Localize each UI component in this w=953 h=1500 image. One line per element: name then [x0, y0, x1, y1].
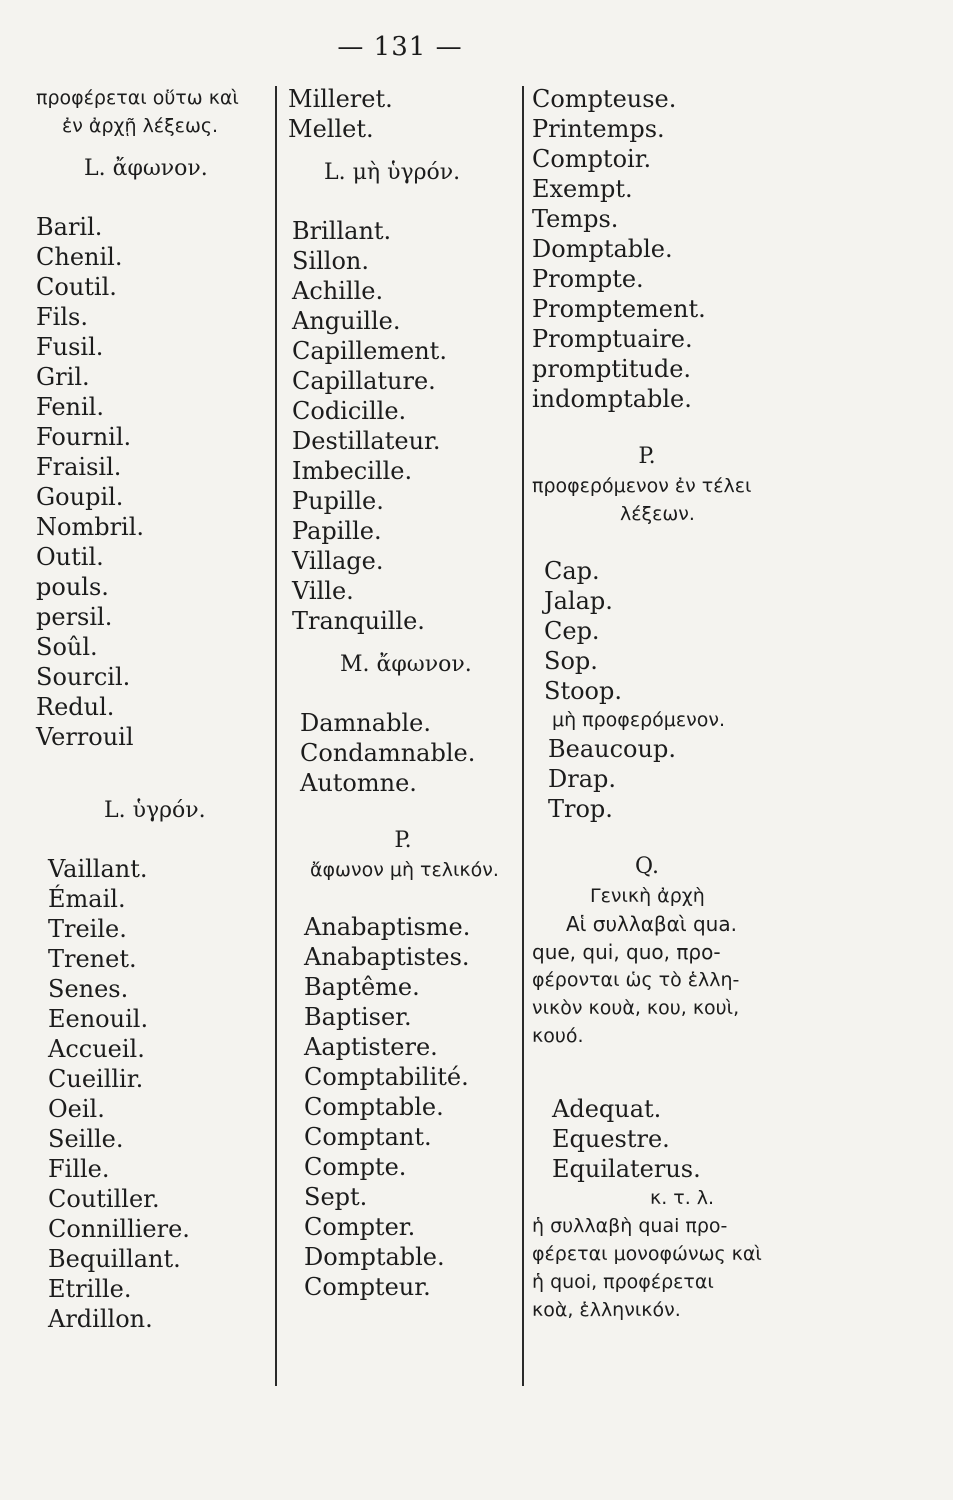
column-divider-left — [275, 86, 277, 1386]
word-entry: Coutiller. — [48, 1185, 160, 1213]
word-entry: Eenouil. — [48, 1005, 149, 1033]
word-entry: Domptable. — [532, 235, 673, 263]
word-entry: Seille. — [48, 1125, 124, 1153]
word-entry: Achille. — [292, 277, 384, 305]
word-list — [36, 212, 272, 752]
column-1 — [36, 84, 272, 1334]
word-entry: Comptabilité. — [304, 1063, 469, 1091]
word-entry: Promptement. — [532, 295, 706, 323]
word-entry: Vaillant. — [48, 855, 148, 883]
word-entry: Comptant. — [304, 1123, 432, 1151]
word-entry: Accueil. — [48, 1035, 145, 1063]
text-line: que, qui, quo, προ- — [532, 940, 721, 964]
word-entry: promptitude. — [532, 355, 692, 383]
word-entry: Senes. — [48, 975, 129, 1003]
word-entry: Fenil. — [36, 393, 104, 421]
word-entry: Printemps. — [532, 115, 665, 143]
word-entry: Mellet. — [288, 115, 374, 143]
section-heading: Q. — [635, 854, 659, 879]
word-entry: Fraisil. — [36, 453, 122, 481]
word-entry: Sourcil. — [36, 663, 131, 691]
word-entry: Imbecille. — [292, 457, 413, 485]
word-entry: Tranquille. — [292, 607, 425, 635]
etc-abbreviation: κ. τ. λ. — [650, 1187, 715, 1209]
section-subheading: ἄφωνον μὴ τελικόν. — [310, 859, 499, 881]
word-entry: Trop. — [548, 795, 613, 823]
word-entry: Beaucoup. — [548, 735, 676, 763]
word-entry: Fille. — [48, 1155, 110, 1183]
word-entry: Anguille. — [292, 307, 401, 335]
intro-text: προφέρεται οὕτω καὶ — [36, 87, 239, 109]
column-divider-right — [522, 86, 524, 1386]
word-entry: Treile. — [48, 915, 127, 943]
word-entry: Brillant. — [292, 217, 392, 245]
text-line: ἡ quoi, προφέρεται — [532, 1271, 714, 1293]
word-entry: Ardillon. — [48, 1305, 153, 1333]
word-entry: Sop. — [544, 647, 598, 675]
section-subheading: λέξεων. — [620, 503, 695, 525]
text-line: φέρεται μονοφώνως καὶ — [532, 1243, 762, 1265]
word-entry: pouls. — [36, 573, 109, 601]
section-heading: P. — [638, 444, 656, 469]
word-entry: Ville. — [292, 577, 354, 605]
word-entry: Equestre. — [552, 1125, 670, 1153]
page-number: — 131 — — [337, 32, 463, 62]
section-subheading: προφερόμενον ἐν τέλει — [532, 475, 752, 497]
text-line: φέρονται ὡς τὸ ἑλλη- — [532, 969, 740, 991]
word-entry: Fournil. — [36, 423, 132, 451]
word-list — [288, 708, 518, 798]
text-line: ἡ συλλαβὴ quai προ- — [532, 1215, 728, 1237]
word-entry: Cap. — [544, 557, 600, 585]
word-list — [532, 556, 792, 706]
word-entry: Jalap. — [544, 587, 613, 615]
section-heading: L. ὑγρόν. — [104, 798, 206, 823]
word-entry: Sillon. — [292, 247, 370, 275]
word-entry: indomptable. — [532, 385, 692, 413]
word-list — [36, 854, 272, 1334]
word-entry: Adequat. — [552, 1095, 662, 1123]
word-entry: Nombril. — [36, 513, 145, 541]
word-entry: Trenet. — [48, 945, 137, 973]
column-3 — [532, 84, 792, 1324]
word-entry: Compteuse. — [532, 85, 677, 113]
text-line: κοὰ, ἑλληνικόν. — [532, 1299, 681, 1321]
word-entry: Sept. — [304, 1183, 368, 1211]
word-entry: Temps. — [532, 205, 619, 233]
word-entry: Baril. — [36, 213, 103, 241]
word-entry: Chenil. — [36, 243, 123, 271]
word-entry: Comptable. — [304, 1093, 444, 1121]
word-entry: Drap. — [548, 765, 617, 793]
explanation-text — [532, 1212, 792, 1324]
word-entry: Comptoir. — [532, 145, 652, 173]
word-entry: Connilliere. — [48, 1215, 190, 1243]
word-entry: Fusil. — [36, 333, 104, 361]
word-list — [532, 84, 792, 414]
section-heading: P. — [394, 828, 412, 853]
word-entry: Prompte. — [532, 265, 644, 293]
word-entry: Cueillir. — [48, 1065, 144, 1093]
word-entry: Cep. — [544, 617, 600, 645]
word-entry: Fils. — [36, 303, 88, 331]
section-heading: M. ἄφωνον. — [340, 652, 472, 677]
word-entry: Coutil. — [36, 273, 117, 301]
word-list — [532, 1094, 792, 1184]
explanation-text — [532, 910, 792, 1050]
word-entry: Anabaptistes. — [304, 943, 470, 971]
word-entry: Goupil. — [36, 483, 124, 511]
word-entry: Condamnable. — [300, 739, 476, 767]
word-entry: Promptuaire. — [532, 325, 693, 353]
word-entry: Anabaptisme. — [304, 913, 471, 941]
word-entry: Etrille. — [48, 1275, 132, 1303]
word-entry: Codicille. — [292, 397, 407, 425]
word-entry: persil. — [36, 603, 113, 631]
intro-text: ἐν ἀρχῇ λέξεως. — [62, 115, 219, 137]
word-entry: Equilaterus. — [552, 1155, 701, 1183]
word-entry: Milleret. — [288, 85, 393, 113]
word-entry: Bequillant. — [48, 1245, 181, 1273]
word-entry: Aaptistere. — [304, 1033, 438, 1061]
word-entry: Émail. — [48, 885, 126, 913]
word-list — [532, 734, 792, 824]
text-line: Αἱ συλλαβαὶ qua. — [566, 912, 737, 936]
word-list — [288, 216, 518, 636]
word-entry: Exempt. — [532, 175, 633, 203]
text-line: κουό. — [532, 1025, 584, 1047]
word-entry: Pupille. — [292, 487, 384, 515]
word-entry: Oeil. — [48, 1095, 105, 1123]
column-2 — [288, 84, 518, 1302]
section-heading: L. μὴ ὑγρόν. — [324, 160, 461, 185]
word-entry: Compteur. — [304, 1273, 431, 1301]
section-subheading: Γενικὴ ἀρχὴ — [590, 885, 705, 907]
word-entry: Damnable. — [300, 709, 431, 737]
word-entry: Capillement. — [292, 337, 447, 365]
word-entry: Outil. — [36, 543, 104, 571]
word-entry: Baptême. — [304, 973, 420, 1001]
word-entry: Redul. — [36, 693, 115, 721]
section-note: μὴ προφερόμενον. — [552, 709, 726, 731]
word-entry: Stoop. — [544, 677, 622, 705]
word-entry: Compte. — [304, 1153, 407, 1181]
word-entry: Capillature. — [292, 367, 436, 395]
text-line: νικὸν κουὰ, κου, κουὶ, — [532, 997, 740, 1019]
word-entry: Baptiser. — [304, 1003, 412, 1031]
word-list — [288, 912, 518, 1302]
word-entry: Automne. — [300, 769, 417, 797]
word-entry: Destillateur. — [292, 427, 441, 455]
word-entry: Compter. — [304, 1213, 416, 1241]
word-entry: Domptable. — [304, 1243, 445, 1271]
word-entry: Papille. — [292, 517, 382, 545]
word-entry: Verrouil — [36, 723, 134, 751]
section-heading: L. ἄφωνον. — [84, 156, 208, 181]
word-entry: Soûl. — [36, 633, 98, 661]
word-entry: Gril. — [36, 363, 90, 391]
word-entry: Village. — [292, 547, 384, 575]
